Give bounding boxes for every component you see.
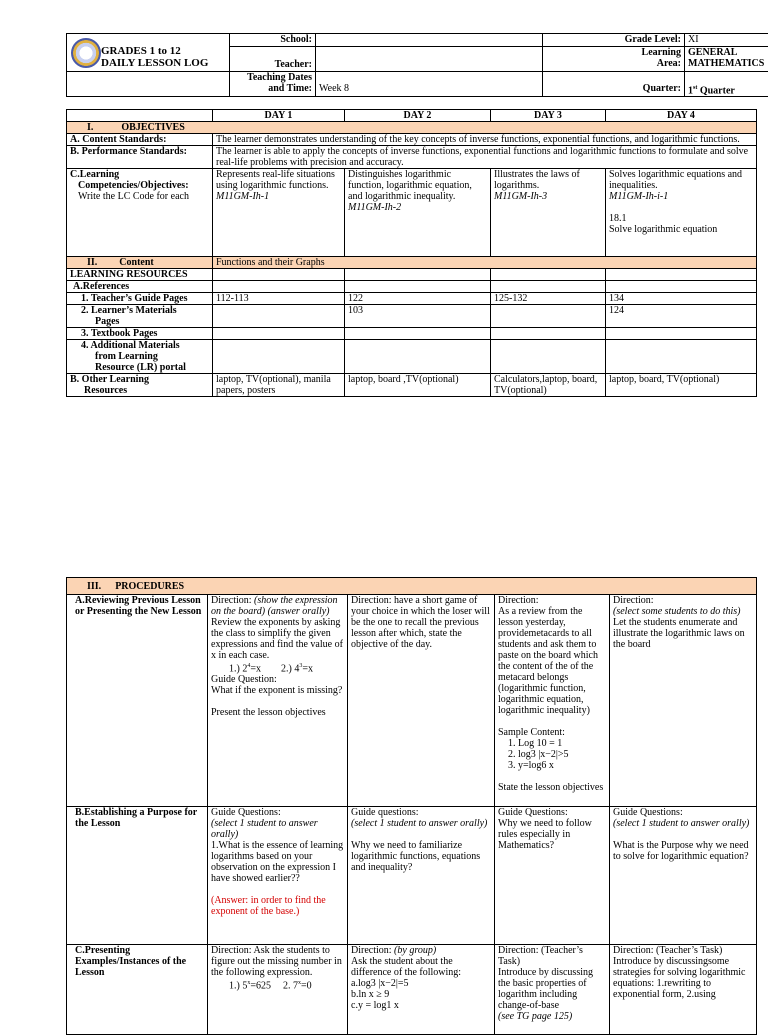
lc-day4-extra: 18.1	[609, 213, 753, 224]
procedures-num: III.	[87, 581, 101, 592]
am-day1	[213, 340, 345, 374]
c2-a: a.log3 |x−2|=5	[351, 978, 491, 989]
proc-c-day3	[495, 945, 610, 1035]
grade-value: XI	[685, 34, 768, 47]
a3-sample-list	[498, 738, 606, 771]
proc-a-day2: Direction: have a short game of your choice in which the loser will be the one to recall the previous lesson after which, state the objective of the day.	[348, 595, 495, 807]
a1-direction-italic: (show the expression on the board) (answer orally)	[211, 595, 338, 617]
a1-ex1-sup: 4	[247, 663, 250, 669]
a3-sample: Sample Content:	[498, 727, 606, 738]
lc-day4-code: M11GM-Ih-i-1	[609, 191, 753, 202]
tb-day4	[606, 328, 757, 340]
c2-direction	[351, 945, 491, 956]
dates-label	[230, 72, 316, 97]
b1-question: 1.What is the essence of learning logarithms based on your observation on the expression I have showed earlier??	[211, 840, 344, 884]
content-num: II.	[87, 257, 97, 268]
b1-guide-italic: (select 1 student to answer orally)	[211, 818, 344, 840]
other-label2: Resources	[70, 385, 209, 396]
a1-question: What if the exponent is missing?	[211, 685, 344, 696]
am-day2	[345, 340, 491, 374]
ref-empty-4	[606, 281, 757, 293]
c2-direction-label: Direction:	[351, 945, 394, 956]
day-header-1: DAY 1	[213, 110, 345, 122]
learning-resources-heading: LEARNING RESOURCES	[67, 269, 213, 281]
lc-day2-text: Distinguishes logarithmic function, logarithmic equation, and logarithmic inequality.	[348, 169, 487, 202]
day-header-4: DAY 4	[606, 110, 757, 122]
a1-examples	[211, 661, 344, 674]
proc-c-label: C.Presenting Examples/Instances of the Lesson	[67, 945, 208, 1035]
procedures-heading	[67, 578, 757, 595]
c2-b: b.ln x ≥ 9	[351, 989, 491, 1000]
tg-day4: 134	[606, 293, 757, 305]
day-header-2: DAY 2	[345, 110, 491, 122]
c1-text: Direction: Ask the students to figure out the missing number in the following expression.	[211, 945, 344, 978]
lr-empty-4	[606, 269, 757, 281]
c1-examples	[211, 978, 344, 991]
other-day1: laptop, TV(optional), manila papers, posters	[213, 374, 345, 397]
a1-direction-label: Direction:	[211, 595, 254, 606]
objectives-title: OBJECTIVES	[121, 122, 184, 133]
lc-day3	[491, 169, 606, 257]
deped-seal-icon	[71, 38, 101, 68]
objectives-table	[66, 109, 757, 397]
lr-empty-2	[345, 269, 491, 281]
am-day4	[606, 340, 757, 374]
c2-direction-italic: (by group)	[394, 945, 436, 956]
quarter-rest: Quarter	[697, 85, 735, 96]
lr-empty-3	[491, 269, 606, 281]
b2-guide-italic: (select 1 student to answer orally)	[351, 818, 491, 829]
b3-guide: Guide Questions:	[498, 807, 606, 818]
logo-cell-bottom	[67, 72, 230, 97]
lc-label1: C.Learning	[70, 169, 209, 180]
lc-day4-extra2: Solve logarithmic equation	[609, 224, 753, 235]
tg-day1: 112-113	[213, 293, 345, 305]
day-header-3: DAY 3	[491, 110, 606, 122]
tb-day2	[345, 328, 491, 340]
a3-item2: 2. log3 |x−2|>5	[518, 749, 606, 760]
lc-day1-text: Represents real-life situations using logarithmic functions.	[216, 169, 341, 191]
proc-c-day4	[610, 945, 757, 1035]
lc-day4-text: Solves logarithmic equations and inequalities.	[609, 169, 753, 191]
school-value	[316, 34, 543, 47]
area-value2: MATHEMATICS	[688, 58, 768, 69]
am-label1: 4. Additional Materials	[81, 340, 209, 351]
learning-label: Learning	[546, 47, 681, 58]
lc-label	[67, 169, 213, 257]
c3-text: Introduce by discussing the basic properties of logarithm including change-of-base	[498, 967, 606, 1011]
proc-c-day2	[348, 945, 495, 1035]
content-title: Content	[119, 257, 153, 268]
lc-day2-code: M11GM-Ih-2	[348, 202, 487, 213]
dates-value: Week 8	[316, 72, 543, 97]
other-label	[67, 374, 213, 397]
b4-question: What is the Purpose why we need to solve for logarithmic equation?	[613, 840, 753, 862]
a1-present: Present the lesson objectives	[211, 707, 344, 718]
am-label	[67, 340, 213, 374]
performance-standards-label: B. Performance Standards:	[67, 146, 213, 169]
c4-direction: Direction: (Teacher’s Task)	[613, 945, 753, 956]
a1-ex2: 2.) 4	[281, 663, 299, 674]
a4-direction-italic: (select some students to do this)	[613, 606, 753, 617]
am-label2: from Learning	[81, 351, 209, 362]
teacher-label: Teacher:	[230, 47, 316, 72]
ref-empty-3	[491, 281, 606, 293]
c1-ex1-rest: =625	[250, 980, 271, 991]
other-day2: laptop, board ,TV(optional)	[345, 374, 491, 397]
header-table	[66, 33, 768, 97]
lc-day3-text: Illustrates the laws of logarithms.	[494, 169, 602, 191]
objectives-num: I.	[87, 122, 93, 133]
lm-label1: 2. Learner’s Materials	[81, 305, 209, 316]
a1-ex2-rest: =x	[302, 663, 313, 674]
tg-day2: 122	[345, 293, 491, 305]
dates-label1: Teaching Dates	[233, 72, 312, 83]
ref-empty-1	[213, 281, 345, 293]
other-label1: B. Other Learning	[70, 374, 209, 385]
proc-b-day1	[208, 807, 348, 945]
c2-text: Ask the student about the difference of the following:	[351, 956, 491, 978]
school-label: School:	[230, 34, 316, 47]
lc-label3: Write the LC Code for each	[70, 191, 209, 202]
lm-label2: Pages	[81, 316, 209, 327]
grade-label: Grade Level:	[543, 34, 685, 47]
lm-day2: 103	[345, 305, 491, 328]
proc-b-day2	[348, 807, 495, 945]
c3-direction: Direction: (Teacher’s Task)	[498, 945, 606, 967]
other-day4: laptop, board, TV(optional)	[606, 374, 757, 397]
lm-day1	[213, 305, 345, 328]
logo-cell	[67, 34, 230, 72]
c1-ex1-sup: x	[247, 980, 250, 986]
a1-guide: Guide Question:	[211, 674, 344, 685]
tb-day1	[213, 328, 345, 340]
quarter-sup: st	[693, 85, 697, 91]
a1-ex1-rest: =x	[250, 663, 261, 674]
lr-empty-1	[213, 269, 345, 281]
a3-state: State the lesson objectives	[498, 782, 606, 793]
content-heading	[67, 257, 213, 269]
proc-b-label: B.Establishing a Purpose for the Lesson	[67, 807, 208, 945]
content-standards-text: The learner demonstrates understanding of the key concepts of inverse functions, exponential functions, and logarithmic functions.	[213, 134, 757, 146]
a4-direction: Direction:	[613, 595, 753, 606]
lm-day3	[491, 305, 606, 328]
a1-ex2-sup: 3	[299, 663, 302, 669]
c4-text: Introduce by discussingsome strategies for solving logarithmic equations: 1.rewriting to exponential form, 2.using	[613, 956, 753, 1000]
tg-label: 1. Teacher’s Guide Pages	[67, 293, 213, 305]
c2-c: c.y = log1 x	[351, 1000, 491, 1011]
a3-text: As a review from the lesson yesterday, providemetacards to all students and ask them to paste on the board which the content of the of the metacard belongs (logarithmic function, logarithmic equation, logarithmic inequality)	[498, 606, 606, 716]
lc-day1-code: M11GM-Ih-1	[216, 191, 341, 202]
ref-empty-2	[345, 281, 491, 293]
teacher-value	[316, 47, 543, 72]
am-label3: Resource (LR) portal	[81, 362, 209, 373]
lc-day3-code: M11GM-Ih-3	[494, 191, 602, 202]
proc-c-day1	[208, 945, 348, 1035]
logo-line1: GRADES 1 to 12	[101, 45, 208, 57]
procedures-title: PROCEDURES	[115, 581, 184, 592]
a3-item1: 1. Log 10 = 1	[518, 738, 606, 749]
c1-ex2-rest: =0	[301, 980, 312, 991]
area-label: Area:	[546, 58, 681, 69]
quarter-value	[685, 72, 768, 97]
day-header-empty	[67, 110, 213, 122]
a1-ex1: 1.) 2	[229, 663, 247, 674]
c1-ex1: 1.) 5	[229, 980, 247, 991]
lm-label	[67, 305, 213, 328]
proc-b-day4	[610, 807, 757, 945]
a3-item3: 3. y=log6 x	[518, 760, 606, 771]
a4-text: Let the students enumerate and illustrate the logarithmic laws on the board	[613, 617, 753, 650]
lc-day1	[213, 169, 345, 257]
area-value1: GENERAL	[688, 47, 768, 58]
proc-b-day3	[495, 807, 610, 945]
lc-day2	[345, 169, 491, 257]
c3-text-italic: (see TG page 125)	[498, 1011, 606, 1022]
proc-a-label: A.Reviewing Previous Lesson or Presenting the New Lesson	[67, 595, 208, 807]
c1-ex2-sup: x	[298, 980, 301, 986]
a3-direction: Direction:	[498, 595, 606, 606]
logo-text	[101, 45, 208, 69]
dates-label2: and Time:	[233, 83, 312, 94]
quarter-label: Quarter:	[543, 72, 685, 97]
lc-day4	[606, 169, 757, 257]
a1-review: Review the exponents by asking the class to simplify the given expressions and find the value of x in each case.	[211, 617, 344, 661]
quarter-num: 1	[688, 85, 693, 96]
b2-guide: Guide questions:	[351, 807, 491, 818]
objectives-heading	[67, 122, 757, 134]
procedures-table	[66, 577, 757, 1035]
b4-guide: Guide Questions:	[613, 807, 753, 818]
logo-line2: DAILY LESSON LOG	[101, 57, 208, 69]
proc-a-day3	[495, 595, 610, 807]
b4-guide-italic: (select 1 student to answer orally)	[613, 818, 753, 829]
references-label: A.References	[67, 281, 213, 293]
lm-day4: 124	[606, 305, 757, 328]
lc-label2: Competencies/Objectives:	[70, 180, 209, 191]
tg-day3: 125-132	[491, 293, 606, 305]
tb-label: 3. Textbook Pages	[67, 328, 213, 340]
proc-a-day4	[610, 595, 757, 807]
other-day3: Calculators,laptop, board, TV(optional)	[491, 374, 606, 397]
area-value	[685, 47, 768, 72]
proc-a-day1	[208, 595, 348, 807]
a1-direction	[211, 595, 344, 617]
tb-day3	[491, 328, 606, 340]
content-standards-label: A. Content Standards:	[67, 134, 213, 146]
performance-standards-text: The learner is able to apply the concepts of inverse functions, exponential functions and logarithmic functions to formulate and solve real-life problems with precision and accuracy.	[213, 146, 757, 169]
learning-area-label	[543, 47, 685, 72]
b1-guide: Guide Questions:	[211, 807, 344, 818]
content-value: Functions and their Graphs	[213, 257, 757, 269]
am-day3	[491, 340, 606, 374]
b3-question: Why we need to follow rules especially in Mathematics?	[498, 818, 606, 851]
c1-ex2: 2. 7	[283, 980, 298, 991]
b2-question: Why we need to familiarize logarithmic functions, equations and inequality?	[351, 840, 491, 873]
b1-answer: (Answer: in order to find the exponent of the base.)	[211, 895, 344, 917]
